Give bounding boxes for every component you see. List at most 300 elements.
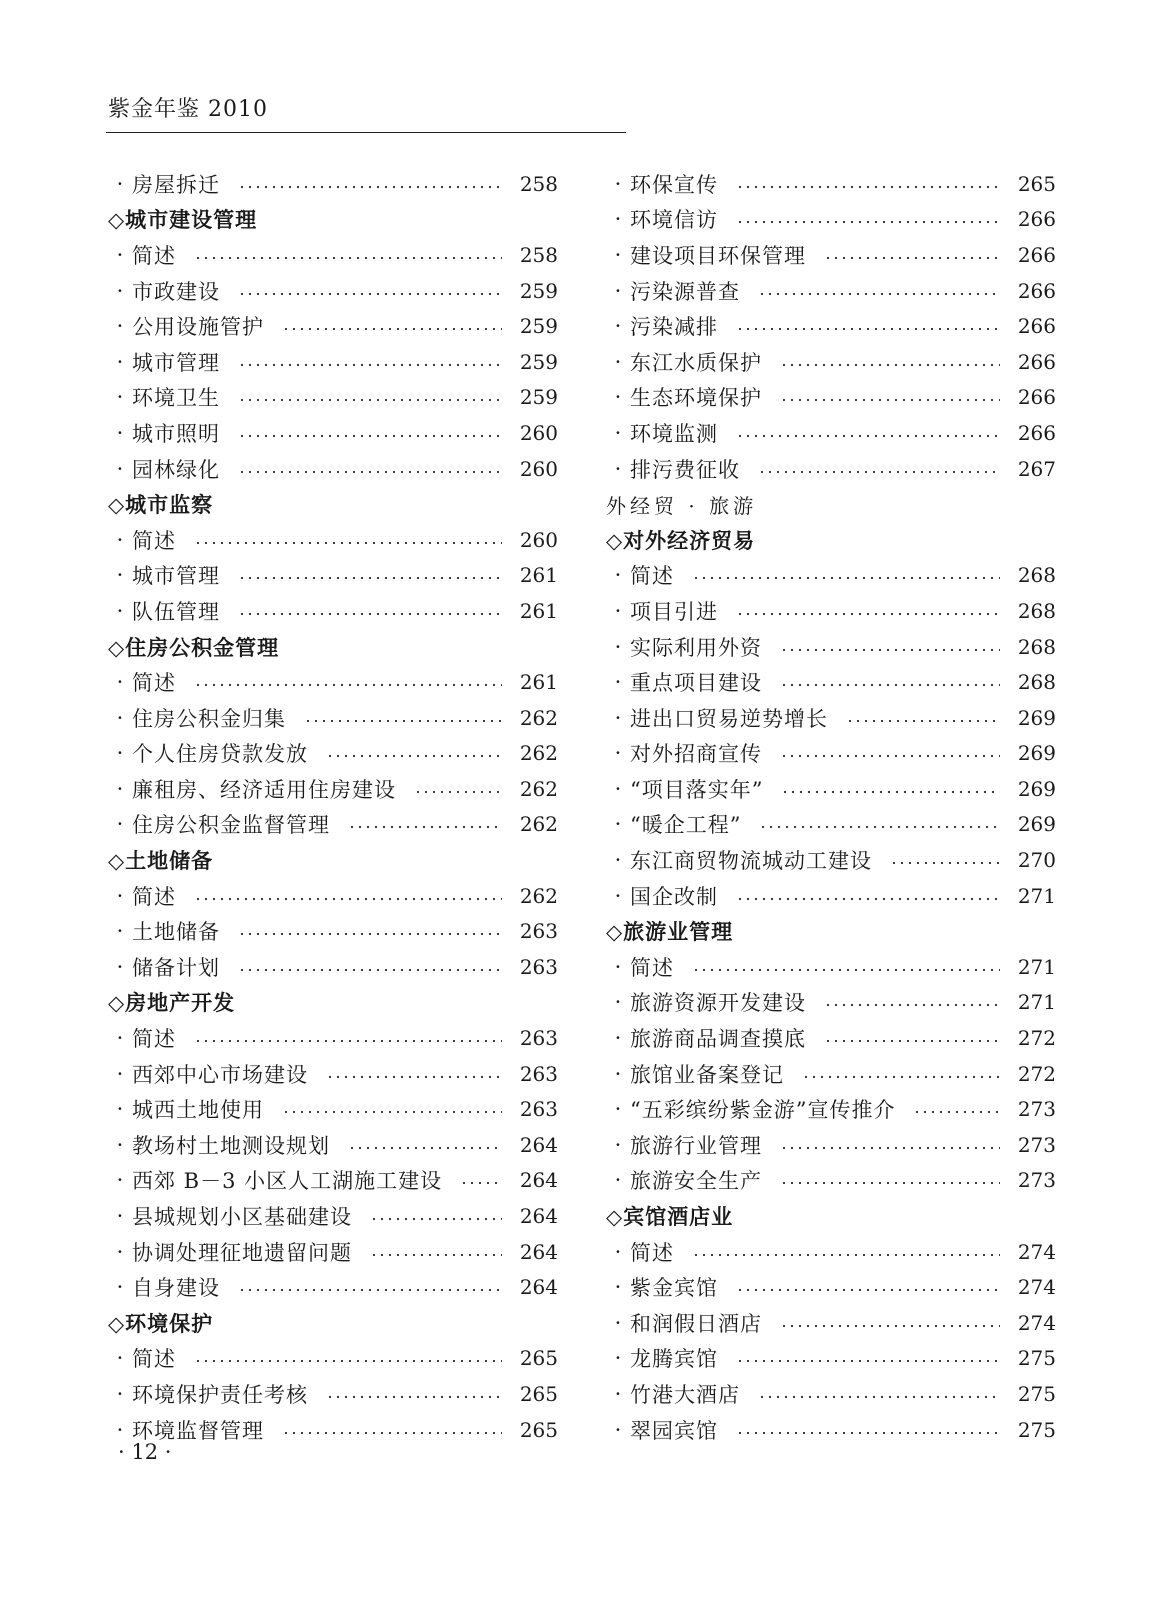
- dot-leader: [780, 754, 1000, 758]
- toc-entry-title: 污染减排: [630, 315, 718, 340]
- toc-page-number: 265: [519, 1346, 558, 1371]
- toc-entry: [606, 1163, 1056, 1199]
- toc-entry: [108, 1269, 558, 1305]
- toc-page-number: 275: [1017, 1346, 1056, 1371]
- toc-entry: [606, 1412, 1056, 1448]
- toc-entry: [108, 1091, 558, 1127]
- toc-page-number: 271: [1017, 954, 1056, 979]
- toc-page-number: 259: [519, 314, 558, 339]
- bullet-dot: ·: [116, 1239, 124, 1264]
- dot-leader: [736, 897, 1000, 901]
- bullet-dot: ·: [614, 848, 622, 873]
- toc-page-number: 266: [1017, 420, 1056, 445]
- toc-page-number: 266: [1017, 385, 1056, 410]
- dot-leader: [758, 1395, 1000, 1399]
- toc-entry: [108, 308, 558, 344]
- bullet-dot: ·: [614, 349, 622, 374]
- dot-leader: [802, 1075, 1000, 1079]
- toc-section-heading: [606, 913, 1056, 949]
- toc-right-column: [606, 166, 1056, 1447]
- toc-entry-title: 简述: [630, 1240, 674, 1265]
- bullet-dot: ·: [116, 242, 124, 267]
- dot-leader: [370, 1253, 502, 1257]
- toc-page-number: 265: [1017, 171, 1056, 196]
- toc-entry-title: 和润假日酒店: [630, 1311, 762, 1336]
- toc-entry-title: 国企改制: [630, 884, 718, 909]
- toc-entry-title: 东江商贸物流城动工建设: [630, 849, 872, 874]
- toc-entry-title: 房屋拆迁: [132, 172, 220, 197]
- bullet-dot: ·: [614, 883, 622, 908]
- toc-entry-title: “五彩缤纷紫金游”宣传推介: [630, 1098, 896, 1123]
- page-number: · 12 ·: [118, 1440, 172, 1464]
- toc-entry-title: 廉租房、经济适用住房建设: [132, 777, 396, 802]
- toc-entry-title: 队伍管理: [132, 599, 220, 624]
- toc-page-number: 261: [519, 670, 558, 695]
- dot-leader: [736, 1431, 1000, 1435]
- bullet-dot: ·: [614, 1097, 622, 1122]
- toc-entry: [606, 1091, 1056, 1127]
- toc-entry-title: 城市管理: [132, 350, 220, 375]
- bullet-dot: ·: [614, 598, 622, 623]
- bullet-dot: ·: [614, 741, 622, 766]
- dot-leader: [414, 790, 502, 794]
- toc-entry: [606, 1305, 1056, 1341]
- toc-entry: [606, 273, 1056, 309]
- dot-leader: [304, 719, 502, 723]
- dot-leader: [824, 256, 1000, 260]
- toc-entry: [108, 1341, 558, 1377]
- toc-entry-title: 储备计划: [132, 955, 220, 980]
- toc-page-number: 269: [1017, 705, 1056, 730]
- dot-leader: [692, 968, 1000, 972]
- toc-entry: [108, 237, 558, 273]
- toc-entry-title: 实际利用外资: [630, 635, 762, 660]
- toc-entry-title: 旅游行业管理: [630, 1133, 762, 1158]
- toc-section-heading: [108, 629, 558, 665]
- toc-entry: [606, 1020, 1056, 1056]
- toc-page-number: 261: [519, 563, 558, 588]
- dot-leader: [282, 327, 502, 331]
- dot-leader: [238, 363, 502, 367]
- toc-entry-title: 重点项目建设: [630, 671, 762, 696]
- toc-entry: [606, 664, 1056, 700]
- dot-leader: [781, 790, 1000, 794]
- toc-entry-title: 城西土地使用: [132, 1098, 264, 1123]
- bullet-dot: ·: [116, 1417, 124, 1442]
- toc-entry-title: 环保宣传: [630, 172, 718, 197]
- toc-entry-title: 简述: [132, 1347, 176, 1372]
- dot-leader: [692, 1253, 1000, 1257]
- toc-entry: [108, 1234, 558, 1270]
- toc-entry: [108, 736, 558, 772]
- toc-entry-title: 简述: [132, 528, 176, 553]
- toc-page-number: 268: [1017, 563, 1056, 588]
- toc-page-number: 264: [519, 1132, 558, 1157]
- toc-entry-title: 简述: [630, 955, 674, 980]
- dot-leader: [736, 1288, 1000, 1292]
- toc-entry-title: 对外招商宣传: [630, 742, 762, 767]
- bullet-dot: ·: [614, 705, 622, 730]
- toc-entry: [108, 593, 558, 629]
- dot-leader: [780, 648, 1000, 652]
- bullet-dot: ·: [614, 990, 622, 1015]
- toc-page-number: 262: [519, 741, 558, 766]
- toc-page-number: 265: [519, 1417, 558, 1442]
- toc-entry-title: 建设项目环保管理: [630, 243, 806, 268]
- bullet-dot: ·: [116, 776, 124, 801]
- toc-entry: [108, 878, 558, 914]
- bullet-dot: ·: [116, 812, 124, 837]
- toc-page-number: 268: [1017, 670, 1056, 695]
- toc-page-number: 271: [1017, 883, 1056, 908]
- toc-entry: [108, 415, 558, 451]
- toc-entry: [606, 1127, 1056, 1163]
- toc-entry: [606, 629, 1056, 665]
- bullet-dot: ·: [614, 1239, 622, 1264]
- toc-entry-title: 环境信访: [630, 208, 718, 233]
- toc-entry-title: “项目落实年”: [630, 777, 764, 802]
- dot-leader: [736, 1359, 1000, 1363]
- toc-section-heading: [108, 985, 558, 1021]
- dot-leader: [194, 1039, 502, 1043]
- bullet-dot: ·: [614, 1310, 622, 1335]
- dot-leader: [780, 1181, 1000, 1185]
- toc-entry: [108, 664, 558, 700]
- toc-entry: [606, 415, 1056, 451]
- bullet-dot: ·: [116, 278, 124, 303]
- toc-entry-title: 公用设施管护: [132, 315, 264, 340]
- toc-page-number: 263: [519, 954, 558, 979]
- toc-entry-title: 龙腾宾馆: [630, 1347, 718, 1372]
- bullet-dot: ·: [614, 954, 622, 979]
- toc-page-number: 271: [1017, 990, 1056, 1015]
- toc-entry-title: 环境监督管理: [132, 1418, 264, 1443]
- dot-leader: [238, 398, 502, 402]
- toc-entry-title: 旅游安全生产: [630, 1169, 762, 1194]
- dot-leader: [194, 897, 502, 901]
- bullet-dot: ·: [116, 919, 124, 944]
- toc-entry-title: 住房公积金监督管理: [132, 813, 330, 838]
- toc-entry: [606, 344, 1056, 380]
- bullet-dot: ·: [116, 1026, 124, 1051]
- dot-leader: [692, 576, 1000, 580]
- toc-page-number: 273: [1017, 1097, 1056, 1122]
- toc-entry: [606, 558, 1056, 594]
- section-title: ◇对外经济贸易: [606, 528, 756, 553]
- dot-leader: [238, 968, 502, 972]
- toc-entry-title: 西郊中心市场建设: [132, 1062, 308, 1087]
- dot-leader: [736, 220, 1000, 224]
- section-title: ◇房地产开发: [108, 991, 236, 1016]
- bullet-dot: ·: [614, 1346, 622, 1371]
- dot-leader: [736, 185, 1000, 189]
- dot-leader: [370, 1217, 502, 1221]
- dot-leader: [348, 825, 502, 829]
- toc-entry: [606, 985, 1056, 1021]
- dot-leader: [758, 292, 1000, 296]
- toc-entry: [108, 700, 558, 736]
- toc-page-number: 263: [519, 919, 558, 944]
- dot-leader: [238, 612, 502, 616]
- toc-entry-title: 住房公积金归集: [132, 706, 286, 731]
- toc-entry: [606, 380, 1056, 416]
- toc-entry-title: 进出口贸易逆势增长: [630, 706, 828, 731]
- toc-page-number: 274: [1017, 1310, 1056, 1335]
- toc-page-number: 266: [1017, 207, 1056, 232]
- toc-entry-title: 个人住房贷款发放: [132, 742, 308, 767]
- toc-entry: [108, 1127, 558, 1163]
- bullet-dot: ·: [116, 385, 124, 410]
- dot-leader: [282, 1431, 502, 1435]
- toc-entry: [606, 1376, 1056, 1412]
- bullet-dot: ·: [614, 242, 622, 267]
- toc-entry-title: 简述: [132, 671, 176, 696]
- toc-entry: [606, 1341, 1056, 1377]
- toc-section-heading: [108, 486, 558, 522]
- section-title: ◇住房公积金管理: [108, 635, 280, 660]
- toc-page-number: 266: [1017, 314, 1056, 339]
- toc-page-number: 258: [519, 242, 558, 267]
- bullet-dot: ·: [116, 420, 124, 445]
- toc-page-number: 269: [1017, 812, 1056, 837]
- toc-entry: [606, 700, 1056, 736]
- toc-page-number: 262: [519, 812, 558, 837]
- toc-page-number: 268: [1017, 634, 1056, 659]
- dot-leader: [238, 185, 502, 189]
- toc-page-number: 262: [519, 883, 558, 908]
- toc-entry: [606, 771, 1056, 807]
- toc-page-number: 275: [1017, 1381, 1056, 1406]
- bullet-dot: ·: [614, 456, 622, 481]
- toc-entry-title: 城市照明: [132, 421, 220, 446]
- toc-section-heading: [606, 522, 1056, 558]
- bullet-dot: ·: [116, 1346, 124, 1371]
- toc-category-heading: [606, 486, 1056, 522]
- toc-page-number: 272: [1017, 1026, 1056, 1051]
- toc-entry: [606, 1056, 1056, 1092]
- toc-entry-title: 环境保护责任考核: [132, 1382, 308, 1407]
- bullet-dot: ·: [116, 563, 124, 588]
- bullet-dot: ·: [614, 1381, 622, 1406]
- toc-entry: [108, 273, 558, 309]
- dot-leader: [460, 1181, 502, 1185]
- bullet-dot: ·: [614, 1026, 622, 1051]
- bullet-dot: ·: [614, 1417, 622, 1442]
- toc-page-number: 258: [519, 171, 558, 196]
- dot-leader: [890, 861, 1000, 865]
- toc-entry-title: 旅游商品调查摸底: [630, 1027, 806, 1052]
- toc-entry-title: 项目引进: [630, 599, 718, 624]
- toc-page-number: 261: [519, 598, 558, 623]
- toc-page-number: 269: [1017, 741, 1056, 766]
- toc-entry-title: 简述: [132, 884, 176, 909]
- dot-leader: [326, 1075, 502, 1079]
- dot-leader: [736, 327, 1000, 331]
- bullet-dot: ·: [116, 1168, 124, 1193]
- toc-entry: [108, 1020, 558, 1056]
- dot-leader: [824, 1039, 1000, 1043]
- bullet-dot: ·: [614, 1275, 622, 1300]
- toc-entry: [606, 1234, 1056, 1270]
- section-title: ◇城市监察: [108, 493, 214, 518]
- section-title: ◇旅游业管理: [606, 920, 734, 945]
- toc-entry: [606, 237, 1056, 273]
- toc-entry-title: “暖企工程”: [630, 813, 742, 838]
- toc-page-number: 270: [1017, 848, 1056, 873]
- toc-entry: [108, 451, 558, 487]
- toc-page-number: 262: [519, 776, 558, 801]
- bullet-dot: ·: [614, 207, 622, 232]
- dot-leader: [194, 256, 502, 260]
- toc-page-number: 260: [519, 420, 558, 445]
- toc-entry: [108, 1056, 558, 1092]
- dot-leader: [194, 1359, 502, 1363]
- toc-entry: [606, 842, 1056, 878]
- toc-page-number: 262: [519, 705, 558, 730]
- bullet-dot: ·: [116, 456, 124, 481]
- toc-entry: [606, 202, 1056, 238]
- toc-entry: [108, 913, 558, 949]
- bullet-dot: ·: [614, 171, 622, 196]
- dot-leader: [238, 1288, 502, 1292]
- toc-entry-title: 污染源普查: [630, 279, 740, 304]
- bullet-dot: ·: [116, 1132, 124, 1157]
- toc-page-number: 266: [1017, 242, 1056, 267]
- toc-page-number: 273: [1017, 1168, 1056, 1193]
- dot-leader: [780, 398, 1000, 402]
- toc-entry-title: 土地储备: [132, 920, 220, 945]
- toc-entry-title: 西郊 B－3 小区人工湖施工建设: [132, 1169, 443, 1194]
- toc-entry-title: 协调处理征地遗留问题: [132, 1240, 352, 1265]
- dot-leader: [238, 932, 502, 936]
- toc-page-number: 275: [1017, 1417, 1056, 1442]
- toc-section-heading: [108, 1305, 558, 1341]
- toc-page-number: 274: [1017, 1275, 1056, 1300]
- dot-leader: [913, 1110, 1000, 1114]
- dot-leader: [780, 1146, 1000, 1150]
- toc-entry: [606, 949, 1056, 985]
- toc-entry: [108, 558, 558, 594]
- toc-entry: [108, 807, 558, 843]
- bullet-dot: ·: [116, 1204, 124, 1229]
- toc-page-number: 264: [519, 1168, 558, 1193]
- bullet-dot: ·: [116, 741, 124, 766]
- toc-entry: [606, 736, 1056, 772]
- toc-entry: [108, 1376, 558, 1412]
- toc-page-number: 268: [1017, 598, 1056, 623]
- toc-entry: [606, 308, 1056, 344]
- bullet-dot: ·: [116, 1275, 124, 1300]
- dot-leader: [736, 612, 1000, 616]
- bullet-dot: ·: [614, 314, 622, 339]
- toc-entry: [108, 344, 558, 380]
- toc-page-number: 265: [519, 1381, 558, 1406]
- bullet-dot: ·: [116, 670, 124, 695]
- toc-entry: [108, 1198, 558, 1234]
- toc-entry: [108, 1163, 558, 1199]
- dot-leader: [824, 1003, 1000, 1007]
- toc-entry-title: 市政建设: [132, 279, 220, 304]
- toc-section-heading: [606, 1198, 1056, 1234]
- toc-entry: [108, 771, 558, 807]
- bullet-dot: ·: [614, 1168, 622, 1193]
- toc-page-number: 264: [519, 1204, 558, 1229]
- toc-entry-title: 环境监测: [630, 421, 718, 446]
- section-title: ◇城市建设管理: [108, 208, 258, 233]
- bullet-dot: ·: [614, 563, 622, 588]
- toc-entry-title: 简述: [630, 564, 674, 589]
- bullet-dot: ·: [116, 349, 124, 374]
- dot-leader: [326, 754, 502, 758]
- running-header: 紫金年鉴 2010: [108, 97, 268, 122]
- toc-entry: [108, 380, 558, 416]
- toc-entry: [108, 1412, 558, 1448]
- toc-entry-title: 翠园宾馆: [630, 1418, 718, 1443]
- bullet-dot: ·: [116, 883, 124, 908]
- toc-page-number: 259: [519, 278, 558, 303]
- toc-page-number: 260: [519, 456, 558, 481]
- toc-section-heading: [108, 842, 558, 878]
- toc-entry-title: 环境卫生: [132, 386, 220, 411]
- bullet-dot: ·: [116, 598, 124, 623]
- toc-page-number: 266: [1017, 278, 1056, 303]
- dot-leader: [780, 683, 1000, 687]
- toc-left-column: [108, 166, 558, 1447]
- bullet-dot: ·: [614, 634, 622, 659]
- section-title: ◇土地储备: [108, 849, 214, 874]
- bullet-dot: ·: [614, 670, 622, 695]
- toc-page-number: 273: [1017, 1132, 1056, 1157]
- bullet-dot: ·: [116, 705, 124, 730]
- bullet-dot: ·: [614, 1061, 622, 1086]
- dot-leader: [780, 363, 1000, 367]
- section-title: ◇宾馆酒店业: [606, 1205, 734, 1230]
- toc-entry: [108, 949, 558, 985]
- section-title: ◇环境保护: [108, 1311, 214, 1336]
- toc-entry-title: 县城规划小区基础建设: [132, 1205, 352, 1230]
- header-rule: [106, 132, 626, 133]
- toc-entry: [108, 522, 558, 558]
- toc-page-number: 269: [1017, 776, 1056, 801]
- toc-entry-title: 排污费征收: [630, 457, 740, 482]
- toc-entry: [108, 166, 558, 202]
- dot-leader: [780, 1324, 1000, 1328]
- bullet-dot: ·: [614, 385, 622, 410]
- toc-entry-title: 旅游资源开发建设: [630, 991, 806, 1016]
- toc-entry: [606, 166, 1056, 202]
- bullet-dot: ·: [614, 420, 622, 445]
- dot-leader: [238, 292, 502, 296]
- dot-leader: [759, 825, 1000, 829]
- dot-leader: [758, 470, 1000, 474]
- toc-page-number: 267: [1017, 456, 1056, 481]
- toc-entry: [606, 807, 1056, 843]
- bullet-dot: ·: [614, 776, 622, 801]
- toc-entry-title: 自身建设: [132, 1276, 220, 1301]
- toc-page-number: 259: [519, 349, 558, 374]
- dot-leader: [846, 719, 1000, 723]
- toc-page-number: 263: [519, 1097, 558, 1122]
- toc-section-heading: [108, 202, 558, 238]
- dot-leader: [238, 434, 502, 438]
- toc-page-number: 274: [1017, 1239, 1056, 1264]
- category-title: 外经贸 · 旅游: [606, 493, 758, 518]
- bullet-dot: ·: [116, 171, 124, 196]
- toc-entry-title: 旅馆业备案登记: [630, 1062, 784, 1087]
- toc-entry-title: 竹港大酒店: [630, 1382, 740, 1407]
- toc-page-number: 260: [519, 527, 558, 552]
- bullet-dot: ·: [614, 278, 622, 303]
